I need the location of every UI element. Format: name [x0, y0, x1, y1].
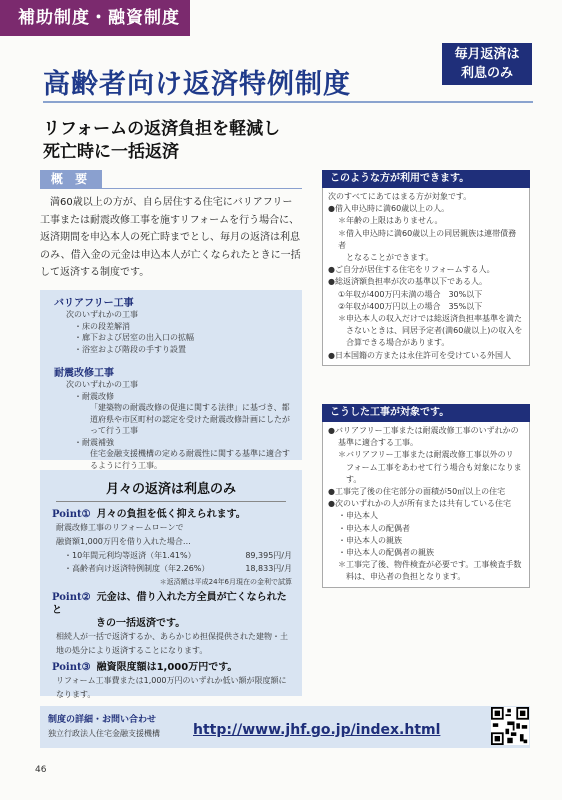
point3-text: リフォーム工事費または1,000万円のいずれか低い額が限度額になります。: [56, 676, 287, 699]
criteria-line: す。: [346, 474, 362, 484]
criteria-line: ・申込本人の親族: [338, 535, 402, 545]
target-works-heading: こうした工事が対象です。: [322, 404, 530, 422]
eligibility-panel: [322, 170, 530, 366]
point1-title: 月々の負担を低く抑えられます。: [96, 509, 246, 520]
criteria-line: ②年収が400万円以上の場合 35%以下: [338, 301, 483, 311]
subtitle-line-1: リフォームの返済負担を軽減し: [43, 119, 281, 139]
point2-label: Point②: [52, 592, 91, 603]
works-box: [40, 290, 302, 470]
point1: [52, 508, 292, 521]
criteria-line: 基準に適合する工事。: [338, 438, 418, 448]
contact-url-link[interactable]: http://www.jhf.go.jp/index.html: [193, 722, 441, 738]
target-works-body: [322, 422, 530, 588]
criteria-line: ・申込本人の配偶者: [338, 523, 410, 533]
point2-title-cont: きの一括返済です。: [96, 618, 186, 629]
point1-label: Point①: [52, 509, 91, 520]
criteria-line: ●総返済額負担率が次の基準以下である人。: [328, 277, 487, 287]
title-divider: [43, 101, 533, 103]
repayment-title: 月々の返済は利息のみ: [105, 482, 236, 497]
criteria-line: となることができます。: [346, 253, 434, 263]
criteria-line: ・申込本人の配偶者の親族: [338, 548, 434, 558]
criteria-line: 次のすべてにあてはまる方が対象です。: [328, 192, 472, 201]
seismic-item: ・耐震改修: [74, 391, 114, 401]
criteria-line: 合算できる場合があります。: [346, 338, 450, 348]
criteria-line: ●工事完了後の住宅部分の面積が50㎡以上の住宅: [328, 487, 506, 497]
criteria-line: ・申込本人: [338, 511, 378, 521]
page-title: 高齢者向け返済特例制度: [43, 69, 351, 100]
barrier-free-title: バリアフリー工事: [54, 298, 134, 309]
page-number: 46: [35, 765, 47, 775]
contact-organization: 独立行政法人住宅金融支援機構: [48, 729, 160, 738]
subtitle: [43, 118, 280, 164]
point3: [52, 661, 292, 674]
seismic-item-detail: 住宅金融支援機構の定める耐震性に関する基準に適合するように行う工事。: [90, 449, 290, 470]
criteria-line: ＊申込本人の収入だけでは総返済負担率基準を満た: [338, 314, 522, 324]
point1-text: 耐震改修工事のリフォームローンで: [56, 523, 184, 532]
barrier-free-item: ・浴室および階段の手すり設置: [74, 344, 186, 354]
badge-line-1: 毎月返済は: [454, 47, 520, 62]
criteria-line: ＊借入申込時に満60歳以上の同居親族は連帯債務者: [338, 228, 517, 250]
overview-text: 満60歳以上の方が、自ら居住する住宅にバリアフリー工事または耐震改修工事を施すリフォームを行う場合に、返済期間を申込本人の死亡時までとし、毎月の返済は利息のみ、借入金の元金は申込本人が亡くなられたときに一括して返済する制度です。: [40, 197, 301, 278]
repayment-box: [40, 470, 302, 699]
point2-text: 相続人が一括で返済するか、あらかじめ担保提供された建物・土地の処分により返済することになります。: [56, 632, 288, 655]
point2: [52, 591, 292, 617]
comparison-row: [52, 549, 292, 562]
repayment-badge: [442, 43, 532, 85]
criteria-line: さないときは、同居予定者(満60歳以上)の収入を: [346, 326, 523, 336]
badge-line-2: 利息のみ: [460, 66, 513, 81]
criteria-line: ●次のいずれかの人が所有または共有している住宅: [328, 499, 511, 509]
seismic-item: ・耐震補強: [74, 437, 114, 447]
seismic-title: 耐震改修工事: [54, 368, 114, 379]
eligibility-heading: このような方が利用できます。: [322, 170, 530, 188]
barrier-free-item: ・床の段差解消: [74, 321, 130, 331]
barrier-free-lead: 次のいずれかの工事: [66, 310, 138, 319]
target-works-panel: [322, 404, 530, 588]
criteria-line: ●ご自分が居住する住宅をリフォームする人。: [328, 265, 495, 275]
category-tab: 補助制度・融資制度: [0, 0, 190, 36]
seismic-item-detail: 「建築物の耐震改修の促進に関する法律」に基づき、都道府県や市区町村の認定を受けた耐震改修計画にしたがって行う工事: [90, 403, 290, 435]
rate-note: ＊返済額は平成24年6月現在の金利で試算: [159, 578, 292, 586]
criteria-line: ＊年齢の上限はありません。: [338, 216, 443, 226]
criteria-line: ●日本国籍の方または永住許可を受けている外国人: [328, 350, 511, 360]
criteria-line: ①年収が400万円未満の場合 30%以下: [338, 289, 483, 299]
criteria-line: 料は、申込者の負担となります。: [346, 572, 466, 582]
criteria-line: ●借入申込時に満60歳以上の人。: [328, 204, 450, 214]
eligibility-body: [322, 188, 530, 366]
overview-divider: [40, 188, 302, 189]
comparison-row: [52, 562, 292, 575]
seismic-lead: 次のいずれかの工事: [66, 380, 138, 389]
comparison-label: ・高齢者向け返済特例制度（年2.26%）: [64, 564, 210, 573]
criteria-line: ●バリアフリー工事または耐震改修工事のいずれかの: [328, 426, 519, 435]
point2-title: 元金は、借り入れた方全員が亡くなられたと: [52, 592, 287, 616]
comparison-value: 18,833円/月: [245, 564, 292, 573]
subtitle-line-2: 死亡時に一括返済: [43, 142, 179, 162]
criteria-line: ＊工事完了後、物件検査が必要です。工事検査手数: [338, 560, 522, 570]
barrier-free-item: ・廊下および居室の出入口の拡幅: [74, 333, 194, 342]
criteria-line: ＊バリアフリー工事または耐震改修工事以外のリ: [338, 450, 514, 460]
point1-text: 融資額1,000万円を借り入れた場合…: [56, 537, 191, 546]
criteria-line: フォーム工事をあわせて行う場合も対象になりま: [346, 462, 522, 472]
overview-heading: 概 要: [40, 170, 102, 189]
point3-title: 融資限度額は1,000万円です。: [96, 662, 238, 673]
point3-label: Point③: [52, 662, 91, 673]
comparison-label: ・10年間元利均等返済（年1.41%）: [64, 551, 196, 560]
comparison-value: 89,395円/月: [245, 551, 292, 560]
contact-label: 制度の詳細・お問い合わせ: [48, 715, 157, 725]
qr-code-icon: [491, 707, 529, 745]
